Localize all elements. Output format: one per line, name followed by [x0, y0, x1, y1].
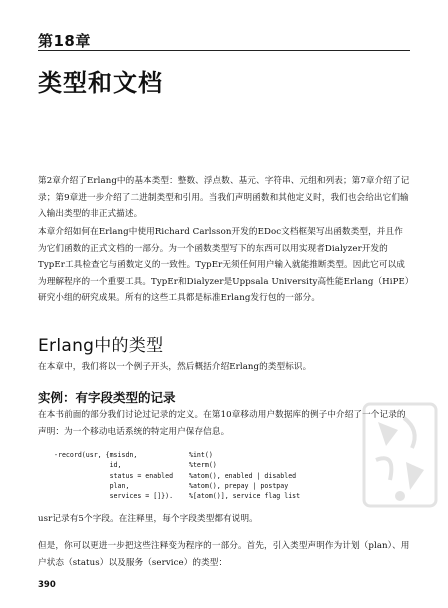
intro-paragraph-2: 本章介绍如何在Erlang中使用Richard Carlsson开发的EDoc文档框架写出函数类型，并且作为它们函数的正式文档的一部分。为一个函数类型写下的东西可以用实现者Dialyzer开发的TypEr工具检查它与函数定义的一致性。TypEr无须任何用户输入就能推断类型。因此它可以成为理解程序的一个重要工具。TypEr和Dialyzer是Uppsala University高性能Erlang（HiPE）研究小组的研究成果。所有的这些工具都是标准Erlang发行包的一部分。 [38, 227, 410, 303]
after-code-paragraph: usr记录有5个字段。在注释里，每个字段类型都有说明。 [38, 514, 258, 524]
record-intro-paragraph: 在本书前面的部分我们讨论过记录的定义。在第10章移动用户数据库的例子中介绍了一个记录的声明：为一个移动电话系统的特定用户保存信息。 [38, 410, 406, 437]
section-intro-paragraph: 在本章中，我们将以一个例子开头，然后概括介绍Erlang的类型标识。 [38, 362, 312, 372]
subsection-heading: 实例：有字段类型的记录 [38, 390, 176, 405]
chapter-divider [38, 50, 410, 51]
intro-paragraph-1: 第2章介绍了Erlang中的基本类型：整数、浮点数、基元、字符串、元组和列表；第7章介绍了记录；第9章进一步介绍了二进制类型和引用。当我们声明函数和其他定义时，我们也会给出它们输入输出类型的非正式描述。 [38, 176, 410, 219]
page-number: 390 [38, 580, 56, 590]
section-heading: Erlang中的类型 [38, 336, 164, 356]
chapter-title: 类型和文档 [38, 69, 163, 97]
record-code-listing: -record(usr, {msisdn, %int() id, %term() status = enabled %atom(), enabled | disabled plan, %atom(), prepay | postpay services = []}). %[atom()], service flag list [54, 451, 301, 501]
chapter-label: 第18章 [38, 32, 91, 50]
next-paragraph: 但是，你可以更进一步把这些注释变为程序的一部分。首先，引入类型声明作为计划（plan）、用户状态（status）以及服务（service）的类型： [38, 541, 410, 568]
watermark-seal-icon [360, 400, 440, 510]
